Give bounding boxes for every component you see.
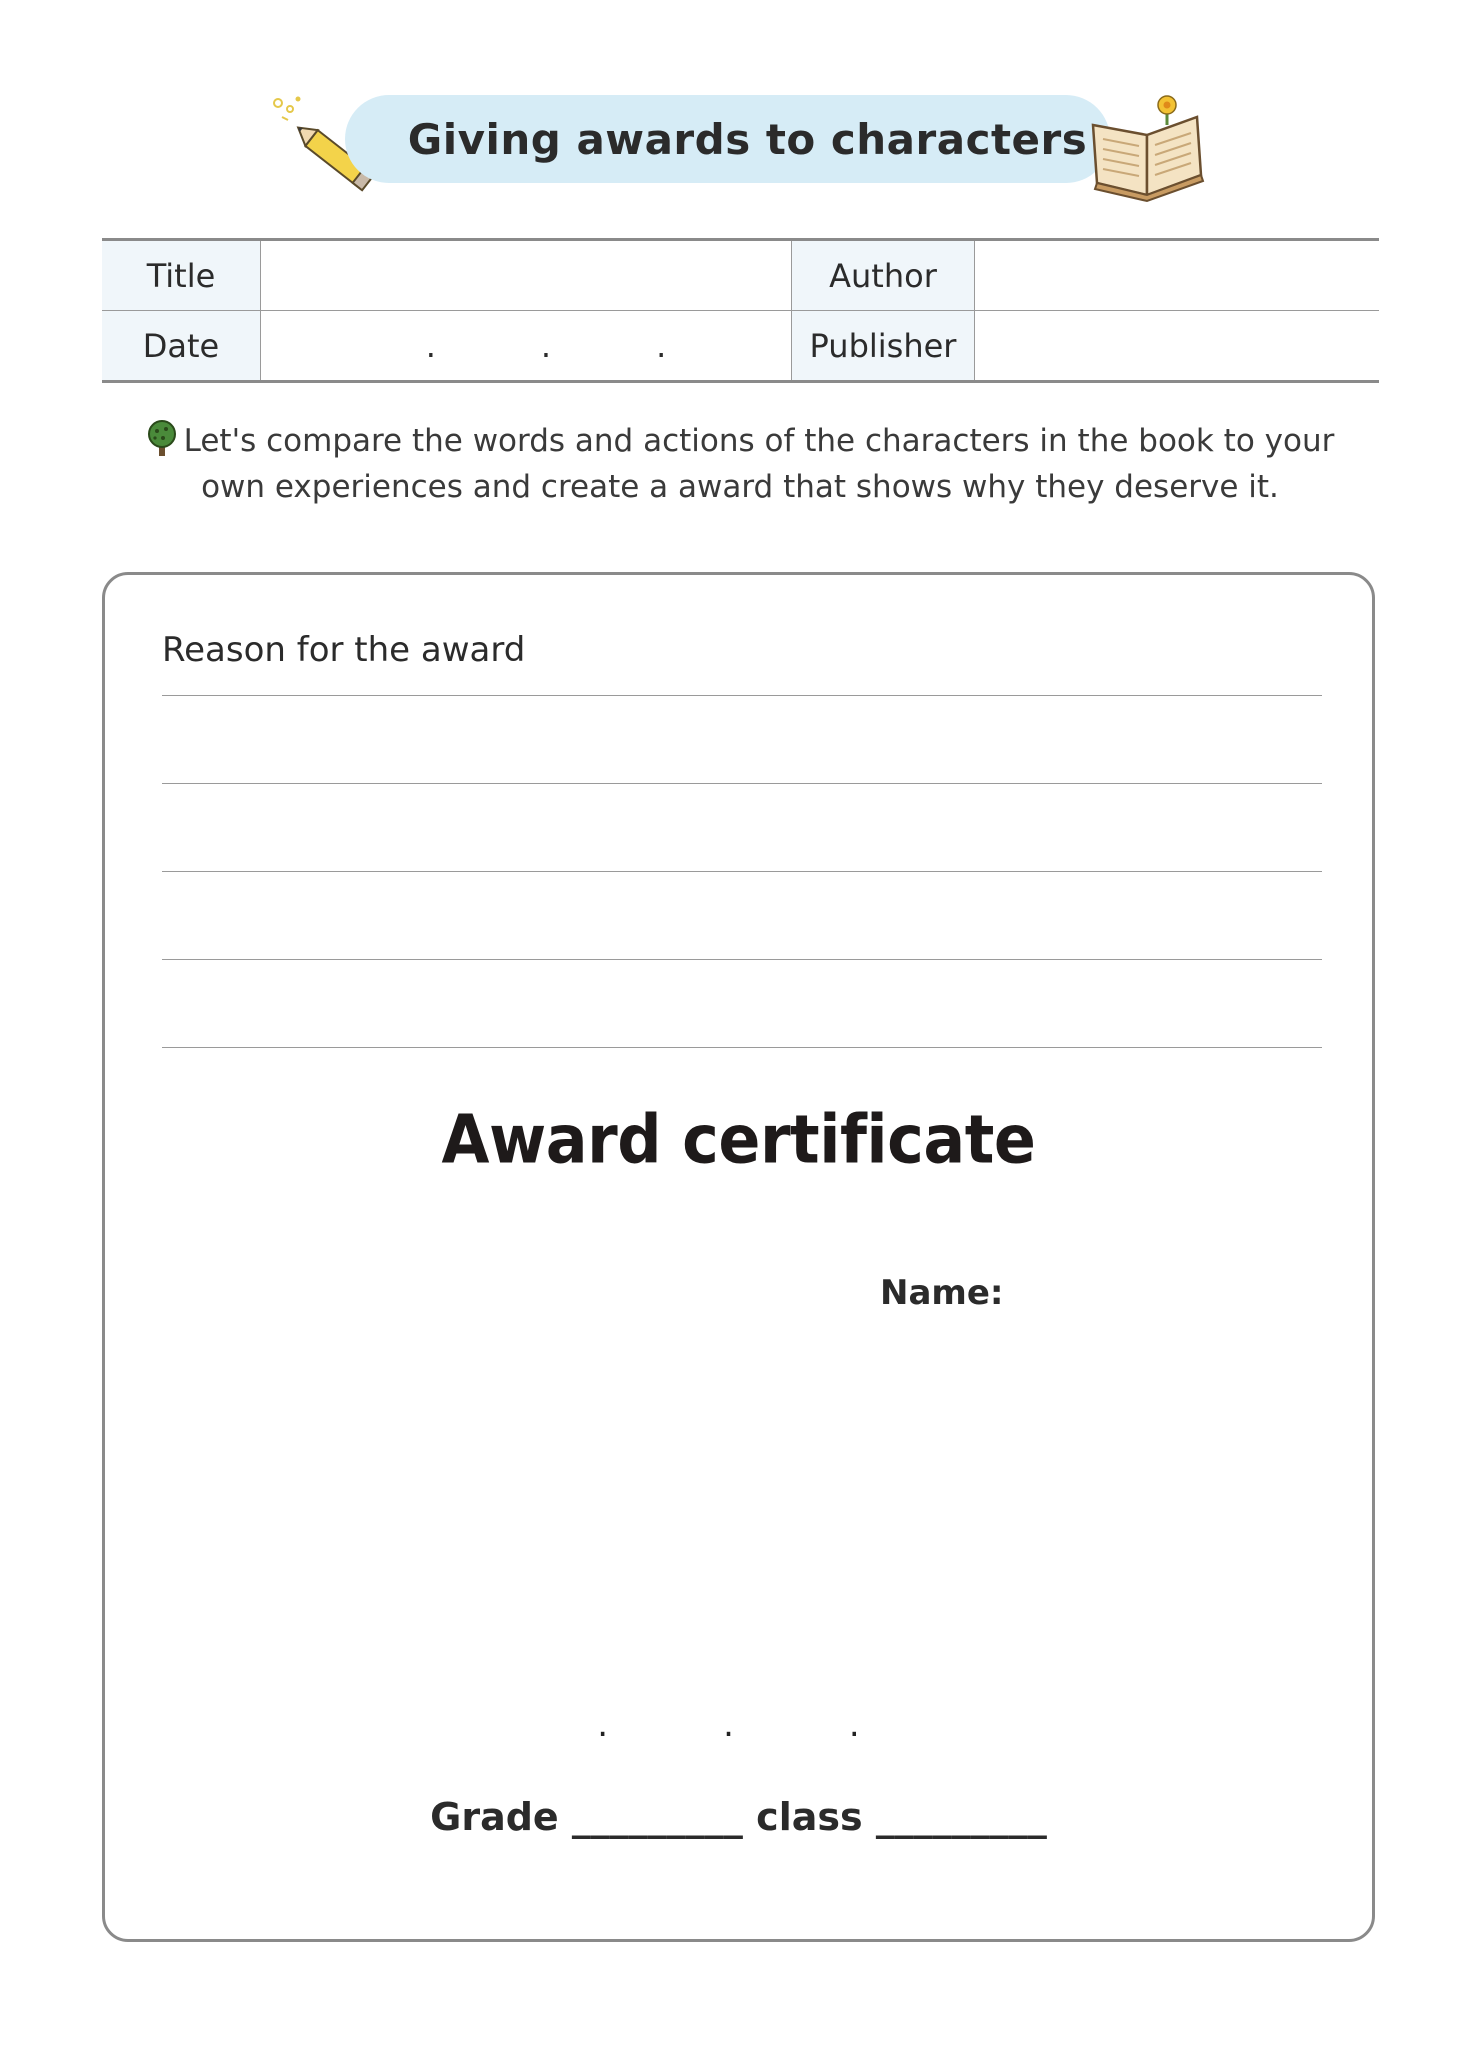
book-info-table bbox=[102, 238, 1379, 383]
date-label: Date bbox=[102, 311, 261, 382]
date-separators: . . . bbox=[425, 326, 667, 365]
table-row bbox=[102, 240, 1379, 311]
certificate-title: Award certificate bbox=[441, 1100, 1036, 1179]
reason-line[interactable] bbox=[162, 959, 1322, 960]
page-title: Giving awards to characters bbox=[407, 114, 1088, 164]
title-label: Title bbox=[102, 240, 261, 311]
reason-line[interactable] bbox=[162, 1047, 1322, 1048]
author-label: Author bbox=[792, 240, 975, 311]
open-book-icon bbox=[1085, 95, 1210, 205]
tree-icon bbox=[146, 419, 178, 457]
table-row bbox=[102, 311, 1379, 382]
reason-line[interactable] bbox=[162, 871, 1322, 872]
reason-label: Reason for the award bbox=[162, 630, 526, 670]
publisher-label: Publisher bbox=[792, 311, 975, 382]
award-box bbox=[102, 572, 1375, 1942]
title-field[interactable] bbox=[261, 240, 792, 311]
author-field[interactable] bbox=[975, 240, 1380, 311]
grade-class-line: Grade _________ class _________ bbox=[430, 1795, 1047, 1839]
date-separators: . . . bbox=[597, 1705, 860, 1745]
publisher-field[interactable] bbox=[975, 311, 1380, 382]
reason-line[interactable] bbox=[162, 783, 1322, 784]
title-banner bbox=[345, 95, 1110, 183]
date-field[interactable] bbox=[261, 311, 792, 382]
reason-line[interactable] bbox=[162, 695, 1322, 696]
instruction-text-block bbox=[115, 418, 1365, 510]
name-label: Name: bbox=[880, 1273, 1004, 1313]
instruction-text: Let's compare the words and actions of the characters in the book to your own experiences and create a award that shows why they deserve it. bbox=[183, 423, 1335, 505]
